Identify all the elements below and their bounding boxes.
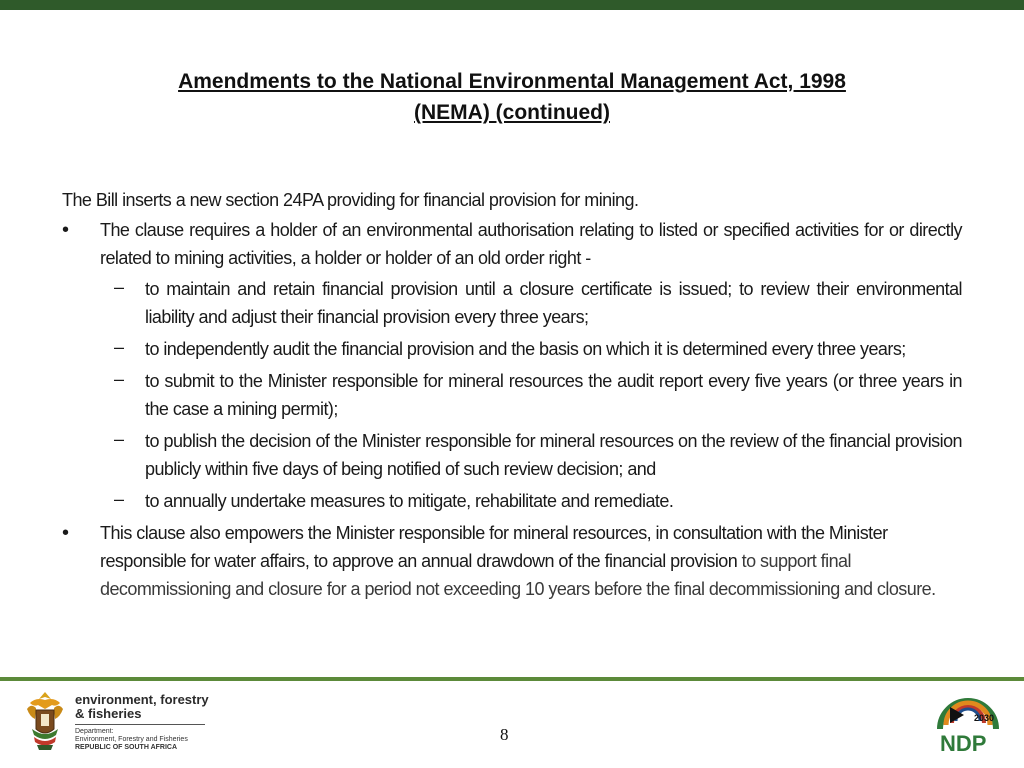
ndp-text: NDP (940, 731, 987, 756)
sub-item-text: to annually undertake measures to mitigate, rehabilitate and remediate. (145, 491, 674, 511)
department-full-name: Environment, Forestry and Fisheries (75, 736, 188, 743)
country-name: REPUBLIC OF SOUTH AFRICA (75, 744, 178, 751)
slide-footer (0, 681, 1024, 768)
top-accent-bar (0, 0, 1024, 10)
bullet-icon: • (62, 219, 69, 241)
dash-icon: – (114, 429, 124, 449)
slide-title (60, 66, 964, 128)
bullet-item-2 (62, 519, 962, 603)
slide-title-line-2: (NEMA) (continued) (414, 101, 610, 124)
department-details (75, 728, 188, 752)
coat-of-arms-icon (22, 689, 68, 753)
sub-item-2 (62, 335, 962, 363)
department-name-line-2: & fisheries (75, 706, 142, 721)
sub-item-text: to publish the decision of the Minister responsible for mineral resources on the review of the financial provision publicly within five days of being notified of such review decision; and (145, 431, 962, 479)
sub-item-text: to submit to the Minister responsible for mineral resources the audit report every five years (or three years in the case a mining permit); (145, 371, 962, 419)
intro-paragraph: The Bill inserts a new section 24PA providing for financial provision for mining. (62, 190, 639, 210)
sub-item-1 (62, 275, 962, 331)
dash-icon: – (114, 337, 124, 357)
department-logo (22, 689, 214, 759)
ndp-2030-logo-icon (934, 685, 1002, 757)
sub-item-5 (62, 487, 962, 515)
ndp-year: 2030 (974, 713, 995, 723)
slide-body (62, 186, 962, 606)
department-name-line-1: environment, forestry (75, 692, 209, 707)
bullet-icon: • (62, 522, 69, 544)
dash-icon: – (114, 277, 124, 297)
bullet-text: The clause requires a holder of an environmental authorisation relating to listed or specified activities for or directly related to mining activities, a holder or holder of an old order right - (100, 220, 962, 268)
sub-item-text: to maintain and retain financial provision until a closure certificate is issued; to review their environmental liability and adjust their financial provision every three years; (145, 279, 962, 327)
slide-title-line-1: Amendments to the National Environmental Management Act, 1998 (178, 70, 846, 93)
sub-item-3 (62, 367, 962, 423)
sub-item-4 (62, 427, 962, 483)
department-rule (75, 724, 205, 725)
sub-item-text: to independently audit the financial provision and the basis on which it is determined every three years; (145, 339, 906, 359)
bullet-text-tail: to support final decommissioning and closure for a period not exceeding 10 years before the final decommissioning and closure. (100, 551, 936, 599)
dash-icon: – (114, 489, 124, 509)
bullet-text: This clause also empowers the Minister responsible for mineral resources, in consultation with the Minister responsible for water affairs, to approve an annual drawdown of the financial provision (100, 523, 888, 571)
department-name (75, 693, 209, 721)
dash-icon: – (114, 369, 124, 389)
page-number: 8 (500, 725, 509, 744)
department-label: Department: (75, 728, 114, 735)
bullet-item-1 (62, 216, 962, 272)
